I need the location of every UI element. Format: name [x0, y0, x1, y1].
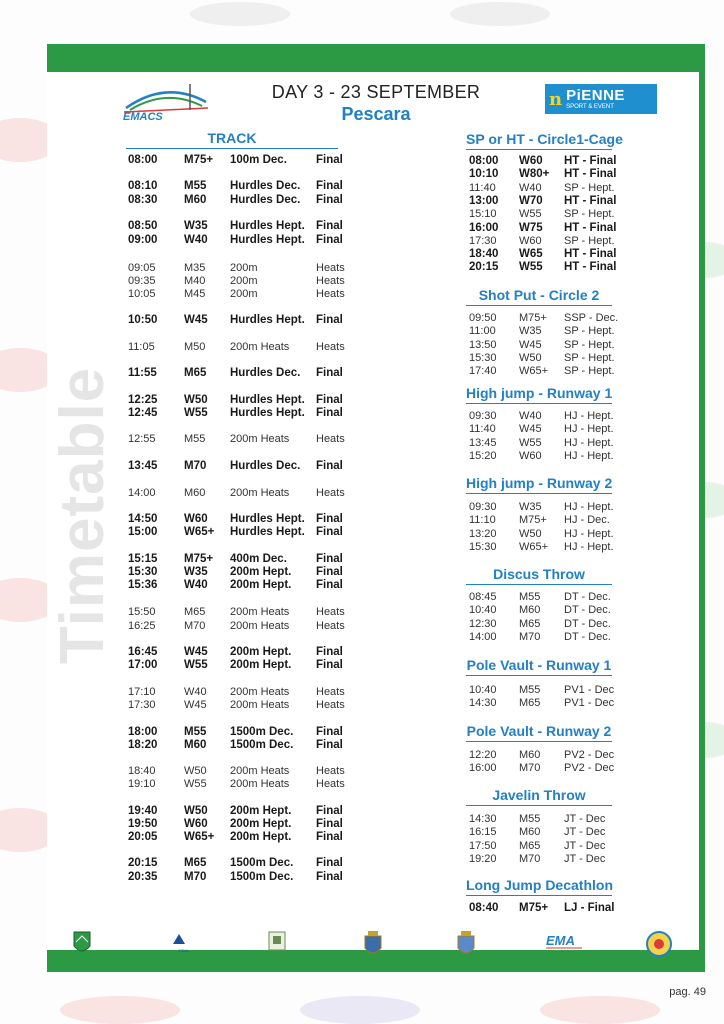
field-time: 11:10: [469, 514, 496, 527]
field-category: W55: [519, 208, 542, 221]
field-time: 10:40: [469, 684, 497, 696]
track-category: M60: [184, 194, 207, 206]
track-round: Final: [316, 154, 343, 166]
field-category: W65+: [519, 365, 549, 378]
field-category: W35: [519, 501, 542, 513]
track-time: 18:40: [128, 765, 156, 777]
field-time: 16:15: [469, 826, 497, 839]
field-event: HJ - Hept.: [564, 449, 614, 462]
track-round: Heats: [316, 487, 345, 499]
field-event: SP - Hept.: [564, 325, 615, 338]
field-category: W70: [519, 194, 543, 207]
field-event: DT - Dec.: [564, 617, 611, 630]
track-category: M60: [184, 739, 207, 751]
track-category: M75+: [184, 154, 214, 166]
field-category: M75+: [519, 902, 549, 914]
field-section-title: High jump - Runway 1: [466, 385, 612, 404]
field-category: W45: [519, 338, 542, 351]
track-event: 400m Dec.: [230, 553, 287, 565]
track-category: M35: [184, 262, 206, 274]
track-event: 200m: [230, 275, 258, 287]
track-category: M65: [184, 857, 207, 869]
city-crest-icon: [265, 930, 289, 958]
field-time: 17:30: [469, 234, 497, 247]
sponsor-logos: [47, 924, 705, 964]
province-crest-icon: [455, 930, 477, 958]
track-category: W50: [184, 805, 208, 817]
track-category: W40: [184, 579, 208, 591]
track-time: 15:30: [128, 566, 158, 578]
field-event: DT - Dec.: [564, 630, 611, 643]
track-round: Final: [316, 394, 343, 406]
field-time: 14:30: [469, 813, 497, 825]
header-green-band: [47, 44, 705, 72]
field-time: 09:50: [469, 312, 497, 324]
track-category: M70: [184, 871, 207, 883]
track-category: W60: [184, 818, 208, 830]
track-time: 18:00: [128, 726, 158, 738]
track-event: 200m Heats: [230, 487, 290, 499]
track-event: 200m Hept.: [230, 566, 292, 578]
field-category: M70: [519, 852, 541, 865]
track-round: Final: [316, 831, 343, 843]
field-category: W40: [519, 181, 542, 194]
field-time: 10:10: [469, 168, 499, 181]
page-number: pag. 49: [669, 986, 706, 998]
track-category: M55: [184, 726, 207, 738]
track-round: Heats: [316, 275, 345, 287]
track-category: W65+: [184, 831, 215, 843]
track-event: 200m Heats: [230, 620, 290, 632]
field-event: HJ - Hept.: [564, 410, 614, 422]
field-event: HJ - Hept.: [564, 436, 614, 449]
track-event: Hurdles Hept.: [230, 314, 305, 326]
track-round: Final: [316, 314, 343, 326]
track-event: 1500m Dec.: [230, 726, 294, 738]
track-category: M45: [184, 288, 206, 300]
field-event: SSP - Dec.: [564, 312, 619, 324]
field-time: 15:20: [469, 449, 497, 462]
track-round: Final: [316, 234, 343, 246]
svg-text:EMA: EMA: [546, 933, 575, 948]
track-event: 100m Dec.: [230, 154, 287, 166]
field-event: LJ - Final: [564, 902, 615, 914]
field-section-title: Pole Vault - Runway 1: [466, 657, 612, 676]
pienne-mark-icon: n: [549, 88, 563, 110]
field-event: PV2 - Dec: [564, 749, 615, 761]
field-time: 13:45: [469, 436, 497, 449]
field-time: 08:00: [469, 155, 499, 167]
track-event: 200m Hept.: [230, 579, 292, 591]
track-round: Heats: [316, 288, 345, 300]
field-category: W65: [519, 248, 543, 261]
track-event: 200m Hept.: [230, 659, 292, 671]
field-section-title: High jump - Runway 2: [466, 475, 612, 494]
track-time: 14:50: [128, 513, 158, 525]
track-round: Final: [316, 566, 343, 578]
track-round: Final: [316, 726, 343, 738]
track-time: 20:15: [128, 857, 158, 869]
track-event: 200m Hept.: [230, 646, 292, 658]
association-badge-icon: [645, 930, 673, 958]
field-category: M70: [519, 762, 541, 775]
track-round: Final: [316, 818, 343, 830]
track-category: W60: [184, 513, 208, 525]
track-round: Final: [316, 220, 343, 232]
track-round: Heats: [316, 262, 345, 274]
track-event: Hurdles Dec.: [230, 194, 301, 206]
track-time: 20:05: [128, 831, 158, 843]
field-time: 16:00: [469, 221, 499, 234]
track-event: 1500m Dec.: [230, 871, 294, 883]
field-time: 11:00: [469, 325, 496, 338]
track-time: 12:45: [128, 407, 158, 419]
track-round: Heats: [316, 341, 345, 353]
track-event: 200m Heats: [230, 778, 290, 790]
field-event: HT - Final: [564, 155, 617, 167]
field-event: JT - Dec: [564, 813, 606, 825]
track-time: 17:00: [128, 659, 158, 671]
track-event: Hurdles Dec.: [230, 180, 301, 192]
track-time: 11:55: [128, 367, 157, 379]
track-time: 18:20: [128, 739, 158, 751]
field-time: 09:30: [469, 410, 497, 422]
track-event: Hurdles Hept.: [230, 220, 305, 232]
track-event: 200m: [230, 262, 258, 274]
track-round: Final: [316, 460, 343, 472]
field-time: 20:15: [469, 261, 499, 274]
track-round: Heats: [316, 433, 345, 445]
track-time: 13:45: [128, 460, 158, 472]
field-event: JT - Dec: [564, 839, 606, 852]
field-time: 12:30: [469, 617, 497, 630]
track-time: 15:36: [128, 579, 158, 591]
field-time: 14:00: [469, 630, 497, 643]
track-round: Heats: [316, 778, 345, 790]
field-time: 11:40: [469, 181, 496, 194]
track-category: M55: [184, 180, 207, 192]
field-event: SP - Hept.: [564, 338, 615, 351]
track-time: 20:35: [128, 871, 158, 883]
field-event: SP - Hept.: [564, 351, 615, 364]
track-round: Final: [316, 513, 343, 525]
track-round: Final: [316, 553, 343, 565]
field-category: M65: [519, 617, 541, 630]
track-time: 09:05: [128, 262, 156, 274]
region-shield-icon: [72, 930, 92, 956]
field-time: 15:10: [469, 208, 497, 221]
track-round: Final: [316, 659, 343, 671]
field-time: 14:30: [469, 697, 497, 710]
field-event: JT - Dec: [564, 852, 606, 865]
field-category: M70: [519, 630, 541, 643]
field-event: HT - Final: [564, 261, 617, 274]
svg-text:EMACS: EMACS: [123, 111, 163, 122]
track-title: TRACK: [126, 130, 338, 149]
field-category: M60: [519, 826, 541, 839]
field-event: PV1 - Dec: [564, 697, 615, 710]
track-time: 15:15: [128, 553, 158, 565]
field-event: HT - Final: [564, 168, 617, 181]
field-time: 12:20: [469, 749, 497, 761]
track-time: 19:10: [128, 778, 156, 790]
field-category: M75+: [519, 312, 547, 324]
field-event: HJ - Dec.: [564, 514, 610, 527]
field-category: W55: [519, 436, 542, 449]
track-category: W55: [184, 659, 208, 671]
track-time: 19:40: [128, 805, 158, 817]
field-event: SP - Hept.: [564, 365, 615, 378]
track-round: Heats: [316, 765, 345, 777]
field-event: SP - Hept.: [564, 208, 615, 221]
track-round: Heats: [316, 606, 345, 618]
field-category: W80+: [519, 168, 550, 181]
svg-text:FIDAL: FIDAL: [178, 948, 190, 953]
field-event: DT - Dec.: [564, 604, 611, 617]
field-event: JT - Dec: [564, 826, 606, 839]
track-round: Heats: [316, 686, 345, 698]
track-time: 08:00: [128, 154, 158, 166]
track-round: Final: [316, 739, 343, 751]
track-category: M75+: [184, 553, 214, 565]
track-round: Final: [316, 367, 343, 379]
track-event: 1500m Dec.: [230, 857, 294, 869]
field-section-title: Discus Throw: [466, 566, 612, 585]
track-round: Final: [316, 526, 343, 538]
field-category: M60: [519, 604, 541, 617]
field-time: 13:50: [469, 338, 497, 351]
field-section-title: Pole Vault - Runway 2: [466, 723, 612, 742]
field-time: 09:30: [469, 501, 497, 513]
track-event: Hurdles Hept.: [230, 407, 305, 419]
track-category: M70: [184, 620, 206, 632]
field-time: 15:30: [469, 351, 497, 364]
field-category: W50: [519, 351, 542, 364]
emacs-logo: [120, 78, 212, 122]
track-time: 17:10: [128, 686, 156, 698]
field-category: M60: [519, 749, 541, 761]
field-time: 08:45: [469, 591, 497, 603]
fidal-logo: [159, 930, 209, 956]
track-time: 16:45: [128, 646, 158, 658]
field-category: W65+: [519, 540, 549, 553]
track-event: Hurdles Hept.: [230, 513, 305, 525]
field-event: HJ - Hept.: [564, 501, 614, 513]
track-category: W55: [184, 407, 208, 419]
track-event: Hurdles Hept.: [230, 394, 305, 406]
track-category: M40: [184, 275, 206, 287]
field-category: W45: [519, 423, 542, 436]
field-event: PV1 - Dec: [564, 684, 615, 696]
field-category: W50: [519, 527, 542, 540]
track-time: 08:50: [128, 220, 158, 232]
track-category: M65: [184, 606, 206, 618]
track-event: 200m Heats: [230, 686, 290, 698]
track-round: Final: [316, 871, 343, 883]
field-category: M55: [519, 813, 541, 825]
pienne-logo: n PiENNE SPORT & EVENT: [545, 84, 657, 114]
track-event: 200m Heats: [230, 433, 290, 445]
track-event: Hurdles Dec.: [230, 460, 301, 472]
field-time: 13:00: [469, 194, 499, 207]
field-event: PV2 - Dec: [564, 762, 615, 775]
track-category: W35: [184, 566, 208, 578]
side-title: Timetable: [48, 366, 118, 664]
track-round: Heats: [316, 699, 345, 711]
field-category: W35: [519, 325, 542, 338]
track-category: W50: [184, 394, 208, 406]
track-event: 1500m Dec.: [230, 739, 294, 751]
track-category: M60: [184, 487, 206, 499]
field-event: HT - Final: [564, 248, 617, 261]
track-category: W40: [184, 686, 207, 698]
track-time: 09:35: [128, 275, 156, 287]
track-round: Final: [316, 579, 343, 591]
field-category: M65: [519, 697, 541, 710]
field-time: 16:00: [469, 762, 497, 775]
track-time: 11:05: [128, 341, 155, 353]
track-event: 200m Heats: [230, 341, 290, 353]
track-time: 08:30: [128, 194, 158, 206]
track-event: 200m Heats: [230, 765, 290, 777]
track-event: Hurdles Dec.: [230, 367, 301, 379]
track-time: 12:55: [128, 433, 156, 445]
field-time: 17:50: [469, 839, 497, 852]
track-category: W45: [184, 646, 208, 658]
field-time: 08:40: [469, 902, 499, 914]
field-time: 15:30: [469, 540, 497, 553]
field-category: M55: [519, 591, 541, 603]
track-event: 200m Heats: [230, 606, 290, 618]
track-category: W35: [184, 220, 208, 232]
track-time: 14:00: [128, 487, 156, 499]
field-category: W55: [519, 261, 543, 274]
field-event: HJ - Hept.: [564, 423, 614, 436]
track-round: Final: [316, 805, 343, 817]
track-category: M65: [184, 367, 207, 379]
track-event: Hurdles Hept.: [230, 526, 305, 538]
field-event: HJ - Hept.: [564, 540, 614, 553]
field-event: DT - Dec.: [564, 591, 611, 603]
field-time: 13:20: [469, 527, 497, 540]
track-event: 200m Hept.: [230, 831, 292, 843]
track-time: 12:25: [128, 394, 158, 406]
track-event: 200m Hept.: [230, 818, 292, 830]
track-time: 15:50: [128, 606, 156, 618]
page-subtitle-city: Pescara: [341, 104, 411, 124]
field-category: W60: [519, 234, 542, 247]
track-category: M50: [184, 341, 206, 353]
track-time: 16:25: [128, 620, 156, 632]
track-round: Final: [316, 857, 343, 869]
ema-logo: [542, 930, 586, 954]
track-time: 10:50: [128, 314, 158, 326]
track-category: M55: [184, 433, 206, 445]
field-category: W60: [519, 155, 543, 167]
track-category: W55: [184, 778, 207, 790]
track-time: 09:00: [128, 234, 158, 246]
page-title: DAY 3 - 23 SEPTEMBER: [271, 82, 481, 102]
field-section-title: Long Jump Decathlon: [466, 877, 612, 896]
field-event: HJ - Hept.: [564, 527, 614, 540]
track-category: W45: [184, 314, 208, 326]
track-category: W65+: [184, 526, 215, 538]
field-event: HT - Final: [564, 221, 617, 234]
track-time: 08:10: [128, 180, 158, 192]
track-event: Hurdles Hept.: [230, 234, 305, 246]
track-category: W50: [184, 765, 207, 777]
field-category: W60: [519, 449, 542, 462]
field-category: M75+: [519, 514, 547, 527]
field-event: HT - Final: [564, 194, 617, 207]
track-category: W40: [184, 234, 208, 246]
field-event: SP - Hept.: [564, 234, 615, 247]
field-section-title: Shot Put - Circle 2: [466, 287, 612, 306]
field-category: M65: [519, 839, 541, 852]
field-time: 18:40: [469, 248, 499, 261]
field-time: 17:40: [469, 365, 497, 378]
field-time: 19:20: [469, 852, 497, 865]
track-round: Final: [316, 407, 343, 419]
track-category: M70: [184, 460, 207, 472]
field-category: W40: [519, 410, 542, 422]
track-round: Heats: [316, 620, 345, 632]
track-time: 17:30: [128, 699, 156, 711]
track-round: Final: [316, 646, 343, 658]
track-time: 10:05: [128, 288, 156, 300]
track-category: W45: [184, 699, 207, 711]
track-event: 200m Heats: [230, 699, 290, 711]
field-section-title: Javelin Throw: [466, 787, 612, 806]
field-time: 11:40: [469, 423, 496, 436]
field-category: M55: [519, 684, 541, 696]
track-time: 15:00: [128, 526, 158, 538]
municipal-crest-icon: [362, 930, 384, 958]
track-round: Final: [316, 180, 343, 192]
track-time: 19:50: [128, 818, 158, 830]
track-event: 200m: [230, 288, 258, 300]
field-time: 10:40: [469, 604, 497, 617]
field-category: W75: [519, 221, 543, 234]
field-event: SP - Hept.: [564, 181, 615, 194]
field-section-title: SP or HT - Circle1-Cage: [466, 131, 612, 150]
track-round: Final: [316, 194, 343, 206]
track-event: 200m Hept.: [230, 805, 292, 817]
